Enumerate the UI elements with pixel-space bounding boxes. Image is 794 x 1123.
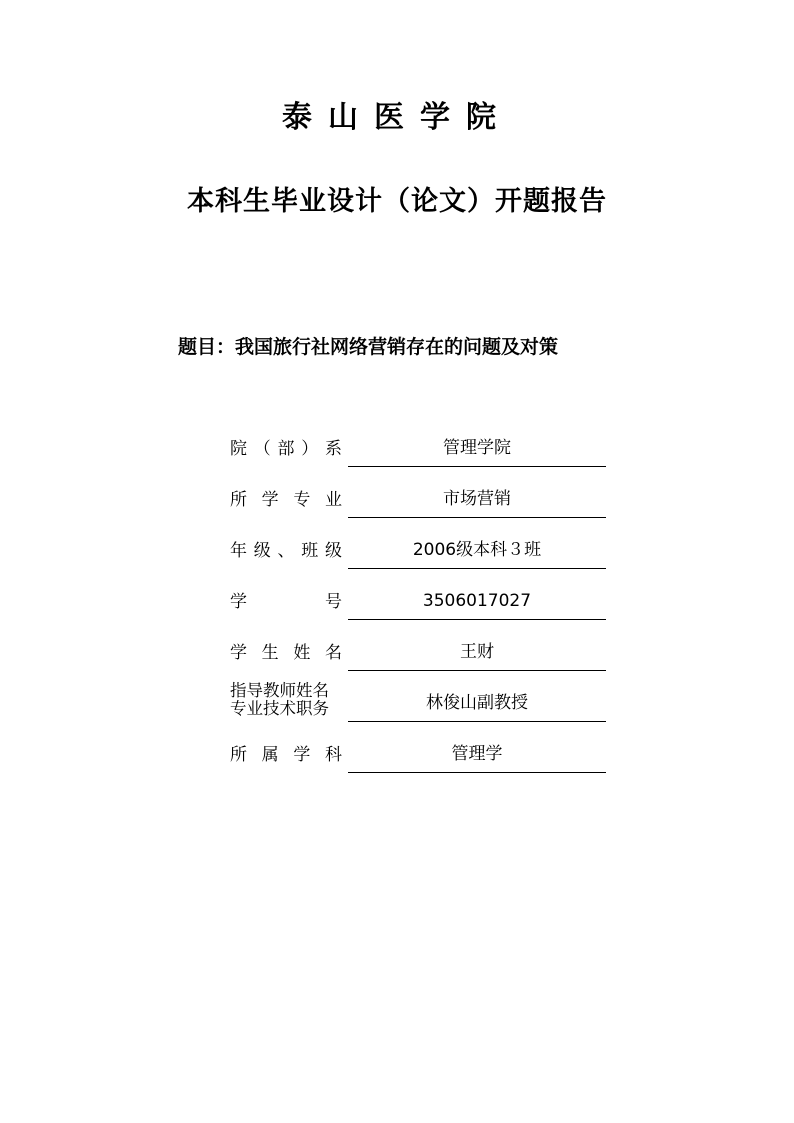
label-line: 指导教师姓名 — [230, 681, 329, 700]
info-table — [230, 416, 606, 773]
info-label — [230, 682, 342, 718]
report-title: 本科生毕业设计（论文）开题报告 — [187, 186, 607, 217]
info-row-advisor — [230, 671, 606, 722]
label-char: 学 — [261, 490, 279, 510]
label-char: 级 — [325, 541, 342, 561]
info-value: 林俊山副教授 — [348, 691, 606, 722]
label-char: 学 — [230, 592, 247, 612]
label-char: 班 — [301, 541, 319, 561]
label-char: 年 — [230, 541, 247, 561]
info-value: 管理学 — [348, 742, 606, 773]
label-char: 院 — [230, 439, 247, 459]
label-char: 姓 — [293, 643, 311, 663]
label-char: 级 — [253, 541, 271, 561]
label-char: 专 — [293, 490, 311, 510]
label-char: 所 — [230, 745, 247, 765]
label-char: 部 — [277, 439, 295, 459]
label-char: 科 — [324, 745, 342, 765]
label-line: 专业技术职务 — [230, 699, 329, 718]
info-value: 管理学院 — [348, 436, 606, 467]
info-value: 王财 — [348, 640, 606, 671]
info-label — [230, 592, 342, 612]
thesis-topic: 题目：我国旅行社网络营销存在的问题及对策 — [178, 336, 559, 358]
info-row-department — [230, 416, 606, 467]
label-char: 所 — [230, 490, 247, 510]
label-char: 系 — [325, 439, 342, 459]
label-char: 学 — [293, 745, 311, 765]
label-char: 学 — [230, 643, 247, 663]
info-row-grade-class — [230, 518, 606, 569]
label-char: 生 — [261, 643, 279, 663]
info-row-student-id — [230, 569, 606, 620]
info-label — [230, 745, 342, 765]
info-row-discipline — [230, 722, 606, 773]
info-value: 市场营销 — [348, 487, 606, 518]
info-value: 2006级本科３班 — [348, 538, 606, 569]
info-label — [230, 541, 342, 561]
info-value: 3506017027 — [348, 589, 606, 620]
label-char: （ — [253, 439, 271, 459]
label-char: 、 — [277, 541, 295, 561]
school-name: 泰山医学院 — [282, 100, 512, 135]
label-char: 属 — [261, 745, 279, 765]
info-label — [230, 439, 342, 459]
label-char: 业 — [324, 490, 342, 510]
info-row-major — [230, 467, 606, 518]
label-char: ） — [301, 439, 319, 459]
label-char: 名 — [324, 643, 342, 663]
label-char: 号 — [325, 592, 342, 612]
info-row-student-name — [230, 620, 606, 671]
info-label — [230, 643, 342, 663]
info-label — [230, 490, 342, 510]
